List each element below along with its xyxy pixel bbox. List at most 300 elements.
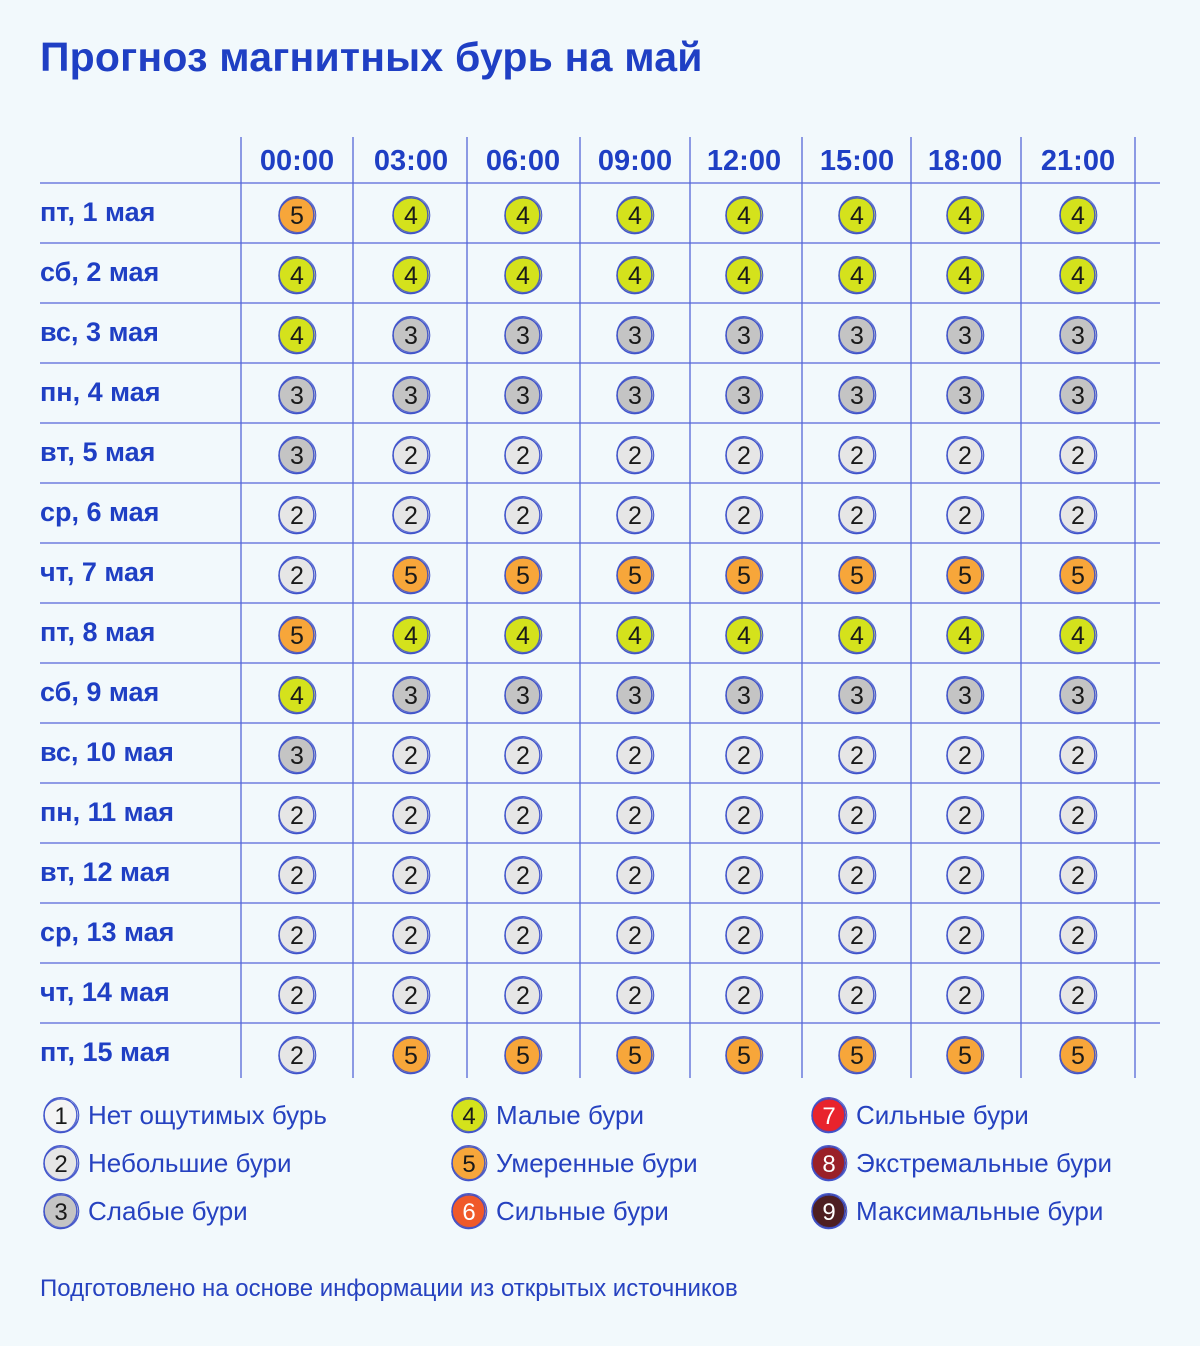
cell-value: 5	[958, 562, 972, 590]
cell-value: 4	[850, 202, 864, 230]
forecast-cell	[505, 256, 542, 293]
cell-value: 2	[290, 562, 304, 590]
forecast-cell	[617, 796, 654, 833]
legend-swatch	[808, 1142, 850, 1184]
cell-value: 5	[404, 562, 418, 590]
forecast-cell	[505, 1036, 542, 1073]
legend-swatch	[808, 1094, 850, 1136]
forecast-cell	[393, 796, 430, 833]
forecast-cell	[947, 676, 984, 713]
legend-level: 7	[822, 1103, 836, 1130]
cell-value: 4	[290, 322, 304, 350]
forecast-cell	[726, 376, 763, 413]
cell-value: 4	[850, 262, 864, 290]
forecast-cell	[505, 916, 542, 953]
cell-value: 2	[404, 442, 418, 470]
legend-label: Малые бури	[496, 1099, 644, 1130]
forecast-cell	[839, 1036, 876, 1073]
forecast-cell	[839, 256, 876, 293]
legend-swatch	[448, 1190, 490, 1232]
legend-label: Небольшие бури	[88, 1147, 292, 1178]
column-header: 06:00	[485, 145, 561, 177]
cell-value: 2	[737, 922, 751, 950]
cell-value: 2	[850, 742, 864, 770]
legend-level: 6	[462, 1199, 476, 1226]
cell-value: 2	[628, 802, 642, 830]
forecast-cell	[617, 736, 654, 773]
cell-value: 2	[850, 502, 864, 530]
legend-level: 4	[462, 1103, 476, 1130]
cell-value: 5	[628, 562, 642, 590]
forecast-cell	[839, 676, 876, 713]
forecast-cell	[947, 1036, 984, 1073]
cell-value: 2	[516, 802, 530, 830]
forecast-cell	[839, 436, 876, 473]
legend-item	[808, 1095, 1029, 1135]
cell-value: 2	[1071, 742, 1085, 770]
cell-value: 2	[404, 502, 418, 530]
row-label: чт, 14 мая	[40, 977, 170, 1007]
legend-item	[448, 1095, 644, 1135]
cell-value: 2	[290, 982, 304, 1010]
legend-item	[808, 1143, 1112, 1183]
cell-value: 4	[404, 622, 418, 650]
cell-value: 3	[737, 382, 751, 410]
forecast-cell	[505, 316, 542, 353]
forecast-cell	[393, 916, 430, 953]
forecast-cell	[393, 196, 430, 233]
row-label: вс, 10 мая	[40, 737, 174, 767]
cell-value: 2	[290, 1042, 304, 1070]
cell-value: 4	[958, 622, 972, 650]
cell-value: 2	[958, 862, 972, 890]
forecast-cell	[947, 856, 984, 893]
cell-value: 2	[850, 862, 864, 890]
forecast-cell	[617, 976, 654, 1013]
cell-value: 5	[516, 1042, 530, 1070]
forecast-cell	[393, 376, 430, 413]
forecast-cell	[1060, 196, 1097, 233]
forecast-cell	[279, 856, 316, 893]
forecast-cell	[947, 616, 984, 653]
column-header: 09:00	[597, 145, 673, 177]
row-label: вс, 3 мая	[40, 317, 159, 347]
legend-swatch	[448, 1142, 490, 1184]
forecast-cell	[279, 316, 316, 353]
legend-label: Сильные бури	[496, 1195, 669, 1226]
cell-value: 3	[1071, 382, 1085, 410]
cell-value: 5	[1071, 562, 1085, 590]
legend-level: 1	[54, 1103, 68, 1130]
forecast-cell	[393, 976, 430, 1013]
forecast-cell	[947, 736, 984, 773]
forecast-cell	[1060, 256, 1097, 293]
cell-value: 2	[850, 802, 864, 830]
cell-value: 2	[737, 742, 751, 770]
cell-value: 2	[404, 742, 418, 770]
cell-value: 5	[290, 622, 304, 650]
legend-label: Экстремальные бури	[856, 1147, 1112, 1178]
forecast-cell	[617, 496, 654, 533]
forecast-cell	[505, 376, 542, 413]
cell-value: 5	[850, 1042, 864, 1070]
forecast-cell	[726, 856, 763, 893]
cell-value: 2	[516, 922, 530, 950]
cell-value: 4	[1071, 262, 1085, 290]
forecast-cell	[1060, 736, 1097, 773]
forecast-cell	[505, 436, 542, 473]
forecast-cell	[279, 676, 316, 713]
cell-value: 2	[628, 922, 642, 950]
column-header: 12:00	[706, 145, 782, 177]
forecast-cell	[1060, 436, 1097, 473]
cell-value: 2	[1071, 502, 1085, 530]
forecast-cell	[1060, 616, 1097, 653]
cell-value: 2	[290, 802, 304, 830]
forecast-cell	[726, 556, 763, 593]
cell-value: 3	[628, 682, 642, 710]
cell-value: 4	[290, 682, 304, 710]
cell-value: 3	[290, 742, 304, 770]
forecast-cell	[279, 976, 316, 1013]
legend-label: Нет ощутимых бурь	[88, 1099, 327, 1130]
row-label: ср, 13 мая	[40, 917, 175, 947]
cell-value: 2	[737, 502, 751, 530]
forecast-cell	[393, 556, 430, 593]
cell-value: 5	[404, 1042, 418, 1070]
cell-value: 3	[1071, 322, 1085, 350]
forecast-cell	[726, 196, 763, 233]
forecast-cell	[839, 496, 876, 533]
forecast-cell	[1060, 856, 1097, 893]
row-label: вт, 12 мая	[40, 857, 171, 887]
forecast-cell	[726, 676, 763, 713]
cell-value: 2	[850, 922, 864, 950]
cell-value: 4	[290, 262, 304, 290]
legend-level: 2	[54, 1151, 68, 1178]
cell-value: 2	[516, 742, 530, 770]
cell-value: 2	[737, 802, 751, 830]
cell-value: 2	[1071, 862, 1085, 890]
legend-swatch	[40, 1094, 82, 1136]
cell-value: 3	[737, 322, 751, 350]
cell-value: 5	[850, 562, 864, 590]
cell-value: 2	[850, 982, 864, 1010]
forecast-cell	[279, 916, 316, 953]
cell-value: 2	[958, 442, 972, 470]
forecast-cell	[947, 916, 984, 953]
forecast-cell	[393, 736, 430, 773]
legend-label: Сильные бури	[856, 1099, 1029, 1130]
forecast-cell	[279, 736, 316, 773]
forecast-cell	[947, 496, 984, 533]
row-label: вт, 5 мая	[40, 437, 156, 467]
legend	[40, 1095, 1180, 1245]
source-note: Подготовлено на основе информации из открытых источников	[40, 1275, 738, 1302]
cell-value: 5	[516, 562, 530, 590]
forecast-cell	[279, 376, 316, 413]
forecast-cell	[393, 316, 430, 353]
forecast-cell	[505, 736, 542, 773]
forecast-cell	[393, 256, 430, 293]
forecast-cell	[1060, 1036, 1097, 1073]
cell-value: 2	[628, 742, 642, 770]
cell-value: 2	[404, 862, 418, 890]
forecast-cell	[947, 436, 984, 473]
row-label: чт, 7 мая	[40, 557, 155, 587]
forecast-cell	[393, 1036, 430, 1073]
cell-value: 4	[404, 262, 418, 290]
forecast-cell	[839, 616, 876, 653]
forecast-cell	[279, 436, 316, 473]
cell-value: 4	[958, 202, 972, 230]
column-header: 15:00	[819, 145, 895, 177]
forecast-cell	[279, 1036, 316, 1073]
cell-value: 5	[958, 1042, 972, 1070]
cell-value: 2	[1071, 982, 1085, 1010]
cell-value: 2	[628, 982, 642, 1010]
legend-level: 5	[462, 1151, 476, 1178]
forecast-cell	[726, 256, 763, 293]
row-label: пн, 4 мая	[40, 377, 161, 407]
forecast-cell	[839, 556, 876, 593]
legend-label: Слабые бури	[88, 1195, 248, 1226]
cell-value: 2	[290, 862, 304, 890]
forecast-cell	[1060, 556, 1097, 593]
column-header: 03:00	[373, 145, 449, 177]
forecast-cell	[279, 256, 316, 293]
forecast-cell	[839, 316, 876, 353]
forecast-cell	[617, 196, 654, 233]
forecast-cell	[393, 496, 430, 533]
forecast-cell	[505, 796, 542, 833]
cell-value: 3	[290, 442, 304, 470]
cell-value: 2	[958, 742, 972, 770]
forecast-cell	[617, 436, 654, 473]
forecast-cell	[1060, 496, 1097, 533]
forecast-cell	[505, 856, 542, 893]
cell-value: 4	[737, 202, 751, 230]
legend-swatch	[40, 1142, 82, 1184]
cell-value: 2	[516, 442, 530, 470]
forecast-cell	[947, 316, 984, 353]
forecast-cell	[1060, 676, 1097, 713]
cell-value: 2	[516, 862, 530, 890]
forecast-cell	[617, 676, 654, 713]
forecast-cell	[726, 916, 763, 953]
forecast-cell	[393, 676, 430, 713]
cell-value: 4	[1071, 622, 1085, 650]
forecast-cell	[393, 856, 430, 893]
cell-value: 3	[958, 322, 972, 350]
forecast-cell	[617, 616, 654, 653]
forecast-cell	[617, 556, 654, 593]
cell-value: 2	[1071, 922, 1085, 950]
cell-value: 3	[628, 382, 642, 410]
cell-value: 3	[958, 382, 972, 410]
cell-value: 3	[850, 322, 864, 350]
forecast-cell	[279, 496, 316, 533]
forecast-cell	[1060, 976, 1097, 1013]
cell-value: 5	[1071, 1042, 1085, 1070]
cell-value: 2	[628, 502, 642, 530]
cell-value: 4	[628, 262, 642, 290]
forecast-cell	[617, 376, 654, 413]
cell-value: 2	[1071, 802, 1085, 830]
cell-value: 4	[628, 202, 642, 230]
cell-value: 3	[958, 682, 972, 710]
column-header: 21:00	[1040, 145, 1116, 177]
forecast-cell	[393, 616, 430, 653]
cell-value: 3	[516, 322, 530, 350]
forecast-cell	[617, 316, 654, 353]
cell-value: 4	[628, 622, 642, 650]
forecast-cell	[279, 556, 316, 593]
legend-item	[448, 1191, 669, 1231]
cell-value: 2	[290, 502, 304, 530]
forecast-cell	[617, 256, 654, 293]
forecast-cell	[947, 556, 984, 593]
cell-value: 2	[516, 502, 530, 530]
cell-value: 3	[290, 382, 304, 410]
cell-value: 3	[628, 322, 642, 350]
legend-swatch	[808, 1190, 850, 1232]
column-header: 18:00	[927, 145, 1003, 177]
page-title: Прогноз магнитных бурь на май	[40, 34, 703, 80]
cell-value: 2	[404, 982, 418, 1010]
forecast-cell	[505, 676, 542, 713]
row-label: сб, 2 мая	[40, 257, 160, 287]
cell-value: 3	[850, 382, 864, 410]
forecast-cell	[1060, 376, 1097, 413]
forecast-cell	[947, 796, 984, 833]
legend-item	[40, 1191, 248, 1231]
cell-value: 3	[1071, 682, 1085, 710]
cell-value: 2	[737, 442, 751, 470]
row-label: пн, 11 мая	[40, 797, 175, 827]
legend-swatch	[448, 1094, 490, 1136]
legend-item	[808, 1191, 1103, 1231]
forecast-cell	[726, 496, 763, 533]
cell-value: 3	[404, 382, 418, 410]
forecast-cell	[726, 436, 763, 473]
forecast-cell	[947, 256, 984, 293]
forecast-cell	[839, 976, 876, 1013]
row-label: пт, 15 мая	[40, 1037, 171, 1067]
cell-value: 3	[404, 682, 418, 710]
forecast-cell	[839, 196, 876, 233]
cell-value: 2	[404, 802, 418, 830]
cell-value: 5	[737, 1042, 751, 1070]
forecast-cell	[617, 1036, 654, 1073]
cell-value: 3	[516, 682, 530, 710]
forecast-cell	[947, 976, 984, 1013]
cell-value: 4	[737, 622, 751, 650]
legend-item	[40, 1095, 327, 1135]
cell-value: 2	[958, 982, 972, 1010]
forecast-cell	[1060, 916, 1097, 953]
cell-value: 2	[290, 922, 304, 950]
cell-value: 4	[516, 622, 530, 650]
forecast-cell	[617, 916, 654, 953]
cell-value: 2	[737, 862, 751, 890]
forecast-cell	[726, 976, 763, 1013]
cell-value: 4	[1071, 202, 1085, 230]
forecast-cell	[839, 916, 876, 953]
forecast-cell	[505, 196, 542, 233]
cell-value: 2	[958, 502, 972, 530]
forecast-cell	[505, 556, 542, 593]
cell-value: 3	[850, 682, 864, 710]
forecast-cell	[279, 616, 316, 653]
legend-item	[448, 1143, 698, 1183]
forecast-cell	[393, 436, 430, 473]
cell-value: 5	[628, 1042, 642, 1070]
row-label: сб, 9 мая	[40, 677, 160, 707]
row-label: ср, 6 мая	[40, 497, 160, 527]
column-header: 00:00	[259, 145, 335, 177]
cell-value: 5	[737, 562, 751, 590]
forecast-cell	[839, 376, 876, 413]
forecast-cell	[839, 736, 876, 773]
forecast-cell	[279, 196, 316, 233]
cell-value: 4	[516, 262, 530, 290]
legend-item	[40, 1143, 292, 1183]
forecast-cell	[726, 616, 763, 653]
forecast-cell	[726, 736, 763, 773]
cell-value: 4	[958, 262, 972, 290]
cell-value: 4	[516, 202, 530, 230]
cell-value: 2	[850, 442, 864, 470]
forecast-cell	[726, 796, 763, 833]
cell-value: 3	[516, 382, 530, 410]
forecast-cell	[505, 496, 542, 533]
legend-level: 9	[822, 1199, 836, 1226]
cell-value: 2	[628, 862, 642, 890]
forecast-cell	[839, 856, 876, 893]
forecast-cell	[839, 796, 876, 833]
cell-value: 2	[737, 982, 751, 1010]
legend-level: 8	[822, 1151, 836, 1178]
legend-swatch	[40, 1190, 82, 1232]
forecast-cell	[947, 376, 984, 413]
cell-value: 2	[404, 922, 418, 950]
forecast-cell	[617, 856, 654, 893]
forecast-cell	[1060, 316, 1097, 353]
cell-value: 2	[958, 802, 972, 830]
cell-value: 2	[628, 442, 642, 470]
cell-value: 4	[850, 622, 864, 650]
forecast-cell	[505, 976, 542, 1013]
legend-label: Максимальные бури	[856, 1195, 1104, 1226]
row-label: пт, 1 мая	[40, 197, 156, 227]
cell-value: 2	[516, 982, 530, 1010]
forecast-cell	[279, 796, 316, 833]
forecast-cell	[1060, 796, 1097, 833]
cell-value: 4	[737, 262, 751, 290]
forecast-cell	[505, 616, 542, 653]
cell-value: 2	[958, 922, 972, 950]
cell-value: 3	[737, 682, 751, 710]
legend-level: 3	[54, 1199, 68, 1226]
forecast-cell	[947, 196, 984, 233]
row-label: пт, 8 мая	[40, 617, 156, 647]
cell-value: 5	[290, 202, 304, 230]
cell-value: 2	[1071, 442, 1085, 470]
forecast-cell	[726, 316, 763, 353]
cell-value: 4	[404, 202, 418, 230]
forecast-cell	[726, 1036, 763, 1073]
